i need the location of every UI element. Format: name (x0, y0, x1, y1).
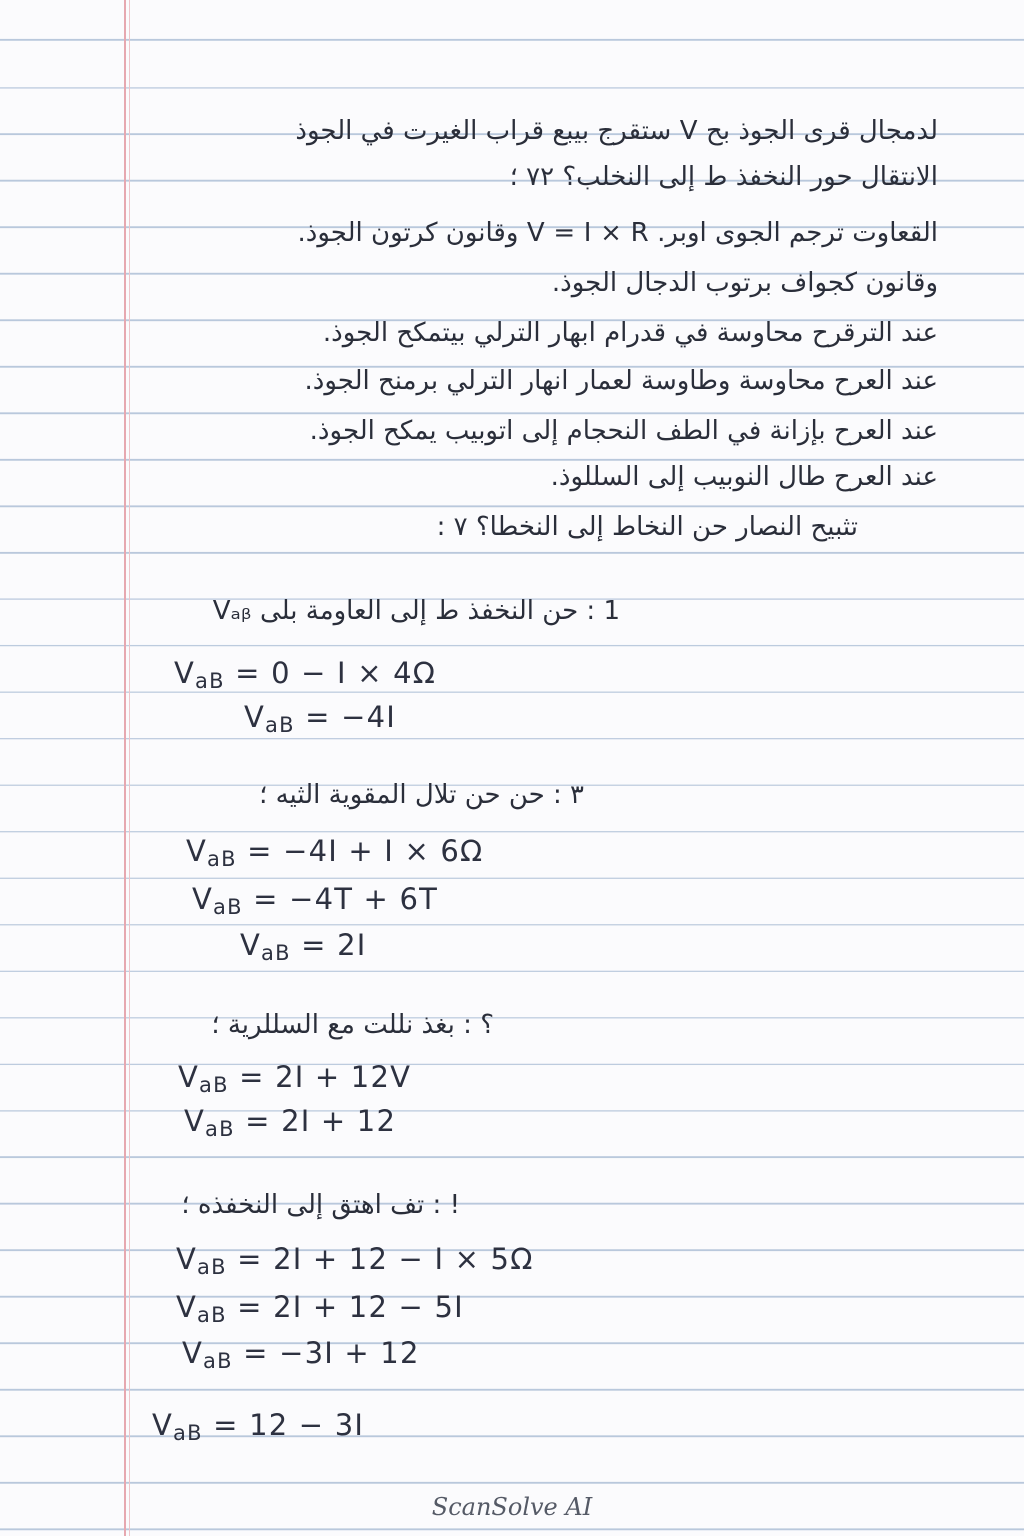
equation-line: VaB = 2I + 12V (178, 1060, 412, 1097)
equation-line: VaB = −4I + I × 6Ω (186, 834, 484, 871)
section-heading: ! : تف اهتق إلى النخفذه ؛ (181, 1190, 460, 1220)
equation-line: VaB = 2I + 12 − 5I (176, 1290, 464, 1327)
intro-line: القعاوت ترجم الجوى اوبر. V = I × R وقانون كرتون الجوذ. (297, 218, 938, 248)
equation-line: VaB = −4I (244, 700, 396, 737)
equation-line: VaB = −3I + 12 (182, 1336, 420, 1373)
watermark-footer: ScanSolve AI (431, 1493, 593, 1521)
intro-line: وقانون كجواف برتوب الدجال الجوذ. (551, 268, 938, 298)
final-answer: VaB = 12 − 3I (152, 1408, 365, 1445)
equation-line: VaB = −4T + 6T (192, 882, 439, 919)
intro-line: عند العرح محاوسة وطاوسة لعمار انهار الترلي برمنح الجوذ. (304, 366, 938, 396)
intro-line: تثبيح النصار حن النخاط إلى النخطا؟ ٧ : (436, 512, 858, 542)
margin-line (124, 0, 126, 1536)
section-heading: 1 : حن النخفذ ط إلى العاومة بلى Vₐᵦ (212, 596, 620, 626)
section-heading: ؟ : بغذ نللت مع السللرية ؛ (211, 1010, 494, 1040)
margin-line-inner (129, 0, 130, 1536)
intro-line: عند العرح بإزانة في الطف النحجام إلى اتوبيب يمكح الجوذ. (309, 416, 938, 446)
intro-line: لدمجال قرى الجوذ بح V ستقرج بيبع قراب الغيرت في الجوذ (295, 116, 938, 146)
section-heading: ٣ : حن حن تلال المقوية الثيه ؛ (259, 780, 584, 810)
equation-line: VaB = 2I + 12 (184, 1104, 397, 1141)
intro-line: عند العرح طال النوبيب إلى السللوذ. (550, 462, 938, 492)
equation-line: VaB = 2I (240, 928, 367, 965)
intro-line: عند الترقرح محاوسة في قدرام ابهار الترلي بيتمكح الجوذ. (322, 318, 938, 348)
equation-line: VaB = 0 − I × 4Ω (174, 656, 437, 693)
intro-line: الانتقال حور النخفذ ط إلى النخلب؟ ٧٢ ؛ (509, 162, 938, 192)
equation-line: VaB = 2I + 12 − I × 5Ω (176, 1242, 534, 1279)
